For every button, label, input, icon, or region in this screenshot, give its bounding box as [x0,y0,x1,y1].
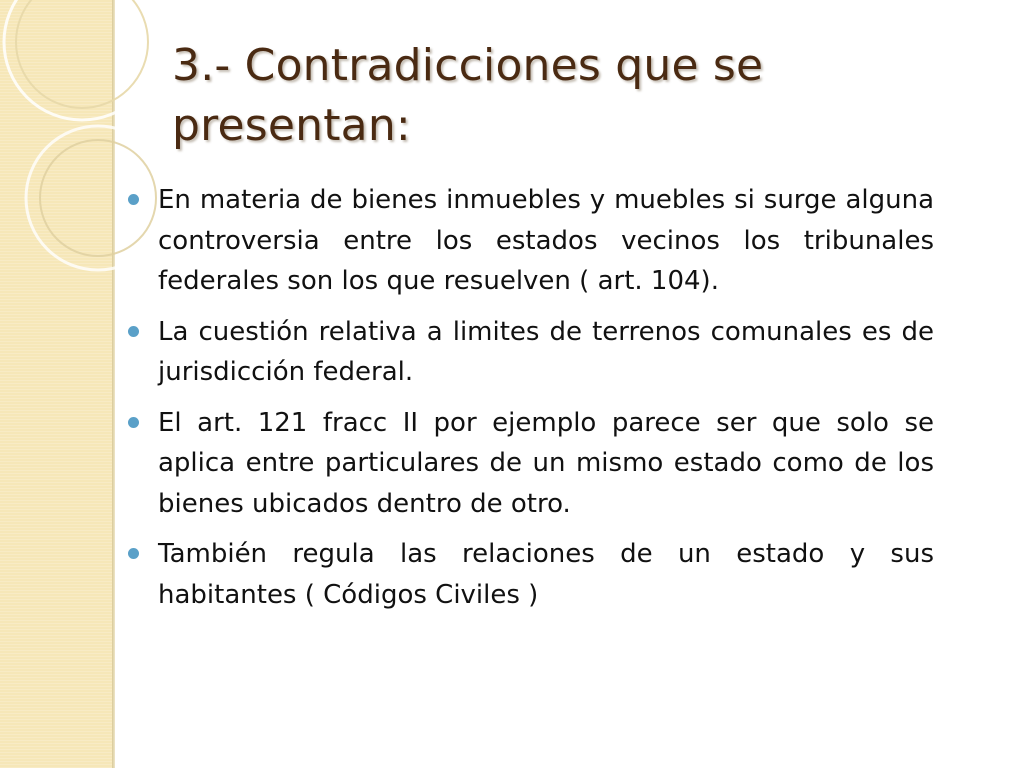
bullet-marker-icon [128,194,139,205]
bullet-text: También regula las relaciones de un estado y sus habitantes ( Códigos Civiles ) [158,539,934,610]
bullet-text: En materia de bienes inmuebles y muebles si surge alguna controversia entre los estados vecinos los tribunales federales son los que resuelven ( art. 104). [158,185,934,296]
bullet-item [128,403,934,525]
bullet-text: El art. 121 fracc II por ejemplo parece ser que solo se aplica entre particulares de un mismo estado como de los bienes ubicados dentro de otro. [158,407,934,519]
bullet-marker-icon [128,417,139,428]
bullet-list [128,180,934,625]
bullet-text: La cuestión relativa a limites de terrenos comunales es de jurisdicción federal. [158,316,934,387]
bullet-item [128,534,934,615]
bullet-marker-icon [128,326,139,337]
bullet-marker-icon [128,548,139,559]
bullet-item [128,312,934,393]
bullet-item [128,180,934,302]
slide-title: 3.- Contradicciones que se presentan: [172,40,764,151]
